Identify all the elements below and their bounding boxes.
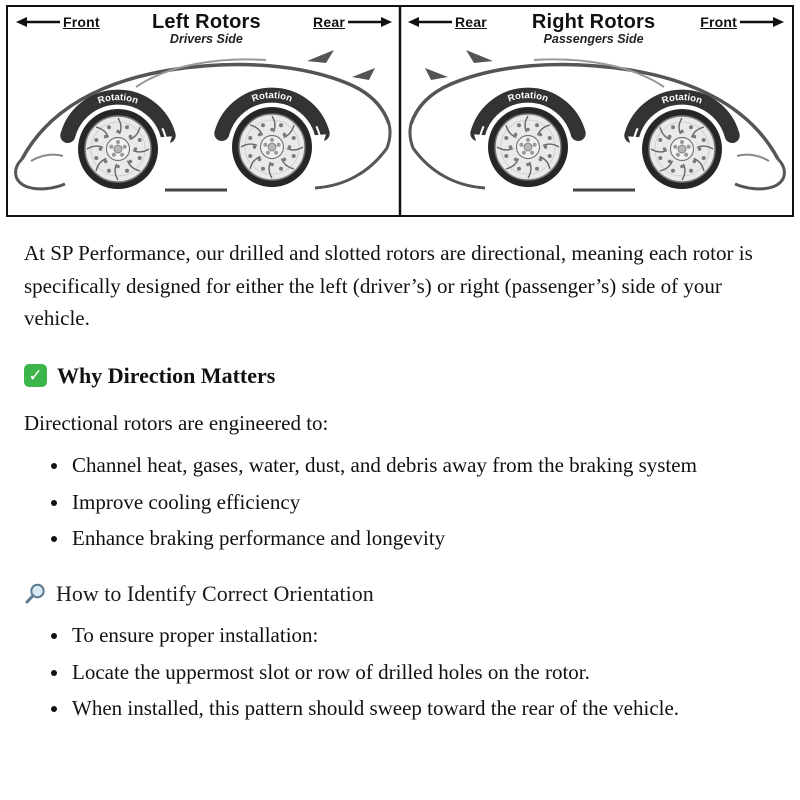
intro-paragraph: At SP Performance, our drilled and slotted rotors are directional, meaning each rotor is specifically designed for either the left (driver’s) or right (passenger’s) side of your vehicle. <box>24 241 753 331</box>
front-rotor <box>85 116 151 182</box>
right-panel-title <box>532 12 656 46</box>
panel-title: Left Rotors <box>151 11 261 33</box>
left-panel-title <box>152 12 261 46</box>
why-direction-matters-heading <box>24 359 776 393</box>
rotation-label: Rotation <box>506 90 550 105</box>
right-car-sketch <box>410 50 784 190</box>
arrow-left-icon <box>16 16 60 28</box>
check-mark-icon: ✓ <box>24 364 47 387</box>
list-item: • To ensure proper installation: <box>70 619 776 652</box>
article-body <box>0 217 800 725</box>
list-item: • Enhance braking performance and longevity <box>70 522 776 555</box>
list-item: • When installed, this pattern should sweep toward the rear of the vehicle. <box>70 692 776 725</box>
arrow-right-icon <box>740 16 784 28</box>
front-label: Front <box>700 14 737 30</box>
heading-text: How to Identify Correct Orientation <box>56 580 374 606</box>
rotation-label: Rotation <box>660 92 704 107</box>
left-car-sketch <box>16 50 390 190</box>
right-panel-header <box>400 7 792 53</box>
arrow-right-icon <box>348 16 392 28</box>
list-item: • Improve cooling efficiency <box>70 486 776 519</box>
panel-subtitle: Passengers Side <box>543 32 644 46</box>
front-direction <box>700 14 784 30</box>
rotation-label: Rotation <box>250 90 294 105</box>
benefits-list <box>24 449 776 555</box>
rotor-direction-diagram <box>6 5 794 217</box>
lead-paragraph: Directional rotors are engineered to: <box>24 410 329 435</box>
front-rotor <box>649 116 715 182</box>
rear-direction <box>408 14 487 30</box>
rear-label: Rear <box>313 14 345 30</box>
front-label: Front <box>63 14 100 30</box>
panel-title: Right Rotors <box>531 11 656 33</box>
list-item: • Channel heat, gases, water, dust, and debris away from the braking system <box>70 449 776 482</box>
rear-direction <box>313 14 392 30</box>
front-direction <box>16 14 100 30</box>
list-item: • Locate the uppermost slot or row of drilled holes on the rotor. <box>70 656 776 689</box>
magnifier-icon <box>24 582 47 605</box>
rotation-label: Rotation <box>96 92 140 107</box>
rear-label: Rear <box>455 14 487 30</box>
rear-rotor <box>239 114 305 180</box>
identify-orientation-heading <box>24 577 776 611</box>
orientation-steps-list <box>24 619 776 725</box>
arrow-left-icon <box>408 16 452 28</box>
heading-text: Why Direction Matters <box>57 362 276 388</box>
rear-rotor <box>495 114 561 180</box>
panel-subtitle: Drivers Side <box>169 32 243 46</box>
left-panel-header <box>8 7 400 53</box>
